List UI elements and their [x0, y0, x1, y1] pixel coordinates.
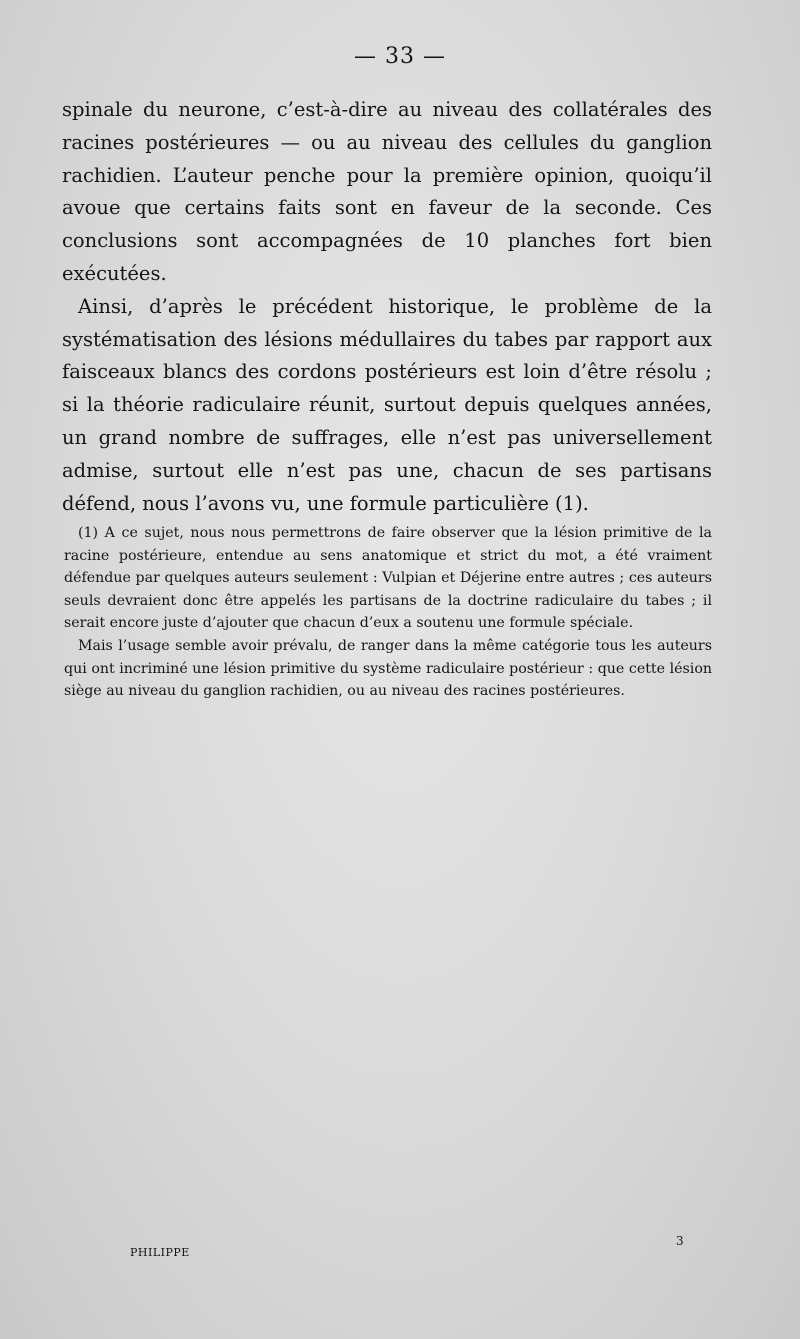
sheet-number: 3 [676, 1234, 684, 1248]
main-text [62, 94, 712, 520]
footnote-1-continuation: Mais l’usage semble avoir prévalu, de ranger dans la même catégorie tous les auteurs qui ont incriminé une lésion primitive du système radiculaire postérieur : que cette lésion siège au niveau du ganglion rachidien, ou au niveau des racines postérieures. [64, 637, 712, 700]
paragraph-2: Ainsi, d’après le précédent historique, le problème de la systématisation des lésions médullaires du tabes par rapport aux faisceaux blancs des cordons postérieurs est loin d’être résolu ; si la théorie radiculaire réunit, surtout depuis quelques années, un grand nombre de suffrages, elle n’est pas universellement admise, surtout elle n’est pas une, chacun de ses partisans défend, nous l’avons vu, une formule particulière (1). [62, 294, 712, 515]
page-number: — 33 — [354, 44, 446, 69]
printer-signature: PHILIPPE [130, 1246, 190, 1259]
paragraph-1: spinale du neurone, c’est-à-dire au niveau des collatérales des racines postérieures — ou au niveau des cellules du ganglion rachidien. L’auteur penche pour la première opinion, quoiqu’il avoue que certains faits sont en faveur de la seconde. Ces conclusions sont accompagnées de 10 planches fort bien exécutées. [62, 98, 712, 285]
footnotes [64, 522, 712, 703]
footnote-1: (1) A ce sujet, nous nous permettrons de faire observer que la lésion primitive de la racine postérieure, entendue au sens anatomique et strict du mot, a été vraiment défendue par quelques auteurs seulement : Vulpian et Déjerine entre autres ; ces auteurs seuls devraient donc être appelés les partisans de la doctrine radiculaire du tabes ; il serait encore juste d’ajouter que chacun d’eux a soutenu une formule spéciale. [64, 525, 712, 632]
